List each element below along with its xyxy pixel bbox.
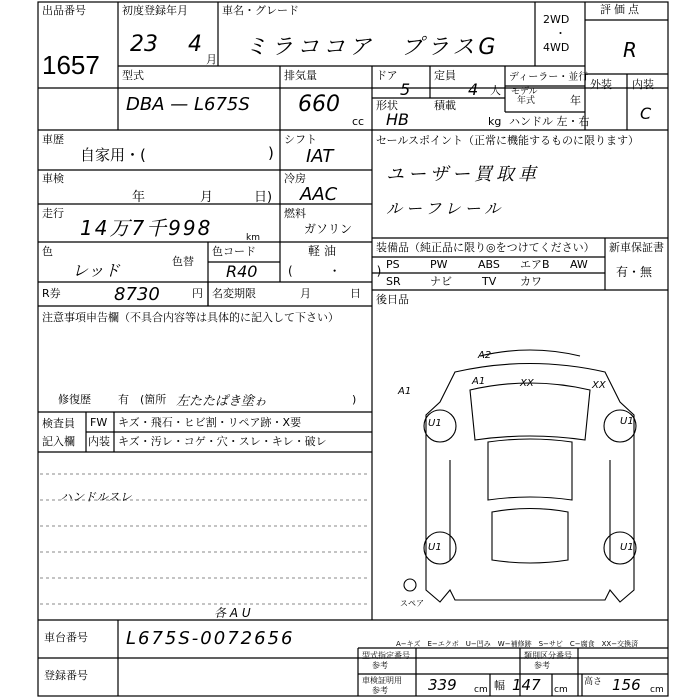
mark-a1-front-left: A1 — [398, 386, 412, 397]
dims-width: 147 — [512, 676, 541, 694]
warranty-value: 有・無 — [616, 265, 653, 279]
rating-label: 評価点 — [600, 3, 642, 16]
inspection-year: 年 — [132, 190, 146, 205]
mark-a1-hood: A1 — [472, 376, 486, 387]
shape-label: 形状 — [376, 99, 398, 112]
capacity-label: 定員 — [434, 69, 456, 82]
chassis-value: L675S-0072656 — [126, 628, 295, 649]
equip-sr: SR — [386, 275, 401, 288]
inspector-fw: FW — [90, 416, 108, 429]
equip-abs: ABS — [478, 258, 500, 271]
repair-location-label: (箇所 — [140, 393, 167, 406]
drive-dot: ・ — [555, 27, 566, 40]
selling-points-label: セールスポイント（正常に機能するものに限ります） — [376, 134, 640, 147]
drive-4wd: 4WD — [543, 41, 570, 54]
color-label: 色 — [42, 245, 53, 258]
capacity-unit: 人 — [490, 84, 501, 97]
mileage-unit: km — [246, 233, 260, 243]
inspector-note-1: ハンドルスレ — [60, 490, 132, 504]
inspector-int: 内装 — [88, 435, 110, 448]
equip-aw: AW — [570, 258, 588, 271]
registration-label: 登録番号 — [44, 669, 88, 682]
color-code-label: 色コード — [212, 245, 256, 258]
repair-close: ) — [352, 393, 357, 406]
inspection-month: 月 — [200, 190, 214, 205]
model-year-unit: 年 — [570, 94, 581, 107]
dims-height: 156 — [612, 676, 641, 694]
mileage-value: 14万7千998 — [80, 216, 213, 240]
exterior-label: 外装 — [590, 78, 612, 91]
load-unit: kg — [488, 115, 502, 128]
first-reg-year: 23 — [130, 32, 158, 57]
selling-point-2: ルーフレール — [386, 199, 505, 218]
dims-length: 339 — [428, 676, 457, 694]
mileage-label: 走行 — [42, 207, 64, 220]
mark-a2-bumper: A2 — [478, 350, 492, 361]
dealer-label: ディーラー・並行 — [509, 72, 589, 83]
shape-value: HB — [386, 110, 410, 129]
history-label: 車歴 — [42, 133, 64, 146]
recycle-unit: 円 — [192, 287, 203, 300]
car-name-value: ミラココア プラスG — [245, 35, 500, 60]
diagram-legend: A−キズ E−エクボ U−凹み W−補修跡 S−サビ C−腐食 XX−交換済 — [396, 640, 639, 648]
inspector-label-1: 検査員 — [42, 417, 75, 430]
lot-label: 出品番号 — [42, 4, 86, 17]
color-tone-label: 色替 — [172, 255, 194, 268]
history-value: 自家用・( — [80, 146, 146, 164]
aftermarket-label: 後日品 — [376, 293, 409, 306]
displacement-value: 660 — [298, 92, 340, 117]
warranty-label: 新車保証書 — [609, 241, 664, 254]
equip-airbag: エアB — [520, 258, 550, 271]
aircon-value: AAC — [300, 184, 338, 205]
cert-class-label: 類別区分番号 — [524, 651, 572, 660]
dims-width-label: 幅 — [494, 679, 505, 692]
first-reg-month-unit: 月 — [206, 53, 217, 66]
inspector-int-items: キズ・汚レ・コゲ・穴・スレ・キレ・破レ — [118, 435, 327, 448]
selling-point-1: ユーザー買取車 — [386, 164, 540, 185]
equip-pw: PW — [430, 258, 448, 271]
inspector-fw-items: キズ・飛石・ヒビ割・リペア跡・X要 — [118, 416, 302, 429]
name-change-day: 日 — [350, 287, 361, 300]
inspection-label: 車検 — [42, 172, 64, 185]
dims-width-unit: cm — [554, 685, 568, 695]
equip-navi: ナビ — [430, 275, 452, 288]
mark-u1-fl: U1 — [428, 418, 442, 429]
history-close: ) — [268, 144, 274, 162]
dims-length-sub: 参考 — [372, 686, 388, 695]
repair-location-value: 左たたぱき塗ゎ — [176, 394, 268, 409]
dims-height-unit: cm — [650, 685, 664, 695]
doors-value: 5 — [400, 80, 411, 99]
drive-2wd: 2WD — [543, 13, 570, 26]
load-label: 積載 — [434, 99, 456, 112]
displacement-label: 排気量 — [284, 69, 317, 82]
color-code: R40 — [226, 262, 258, 281]
model-year-label-top: モデル — [511, 87, 538, 97]
car-name-label: 車名・グレード — [222, 4, 299, 17]
mark-xx-1: XX — [520, 378, 534, 389]
inspector-note-2: 各 A U — [214, 606, 251, 620]
fuel-gasoline: ガソリン — [304, 222, 353, 236]
equipment-label: 装備品（純正品に限り◎をつけてください） — [376, 241, 595, 254]
mark-u1-rr: U1 — [620, 542, 634, 553]
dims-length-unit: cm — [474, 685, 488, 695]
recycle-label: R券 — [42, 287, 61, 300]
equip-tv: TV — [482, 275, 497, 288]
name-change-label: 名変期限 — [212, 287, 256, 300]
shift-value: IAT — [306, 146, 334, 167]
displacement-unit: cc — [352, 115, 365, 128]
shift-label: シフト — [284, 133, 317, 146]
fuel-diesel: 軽油 — [308, 244, 341, 258]
color-value: レッド — [72, 261, 120, 280]
model-label: 型式 — [122, 69, 144, 82]
spare-label: スペア — [400, 599, 424, 608]
equip-ps: PS — [386, 258, 400, 271]
cert-class-sub: 参考 — [534, 661, 550, 670]
dims-height-label: 高さ — [584, 677, 603, 687]
mark-xx-2: XX — [592, 380, 606, 391]
aircon-label: 冷房 — [284, 172, 306, 185]
handle-label: ハンドル 左・右 — [509, 115, 590, 128]
recycle-value: 8730 — [114, 284, 160, 305]
inspection-day: 日) — [254, 190, 273, 205]
first-reg-label: 初度登録年月 — [122, 4, 188, 17]
cert-model-label: 型式指定番号 — [362, 651, 410, 660]
rating-score: R — [623, 38, 637, 62]
cert-model-sub: 参考 — [372, 661, 388, 670]
fuel-label: 燃料 — [284, 207, 306, 220]
interior-score: C — [640, 104, 652, 123]
first-reg-month: 4 — [188, 32, 202, 57]
model-value: DBA — L675S — [126, 94, 250, 115]
notes-label: 注意事項申告欄（不具合内容等は具体的に記入して下さい） — [42, 311, 339, 324]
repair-value: 有 — [118, 393, 129, 406]
repair-label: 修復歴 — [58, 393, 91, 406]
fuel-paren: ( ・ ) — [288, 264, 382, 278]
chassis-label: 車台番号 — [44, 631, 88, 644]
model-year-label-bottom: 年式 — [517, 96, 536, 106]
inspector-label-2: 記入欄 — [42, 435, 75, 448]
mark-u1-fr: U1 — [620, 416, 634, 427]
dims-length-label: 車検証明用 — [362, 676, 402, 685]
lot-number: 1657 — [42, 50, 100, 80]
interior-label: 内装 — [632, 78, 654, 91]
capacity-value: 4 — [468, 80, 479, 99]
doors-label: ドア — [376, 69, 398, 82]
equip-leather: カワ — [520, 275, 542, 288]
mark-u1-rl: U1 — [428, 542, 442, 553]
name-change-month: 月 — [300, 287, 311, 300]
